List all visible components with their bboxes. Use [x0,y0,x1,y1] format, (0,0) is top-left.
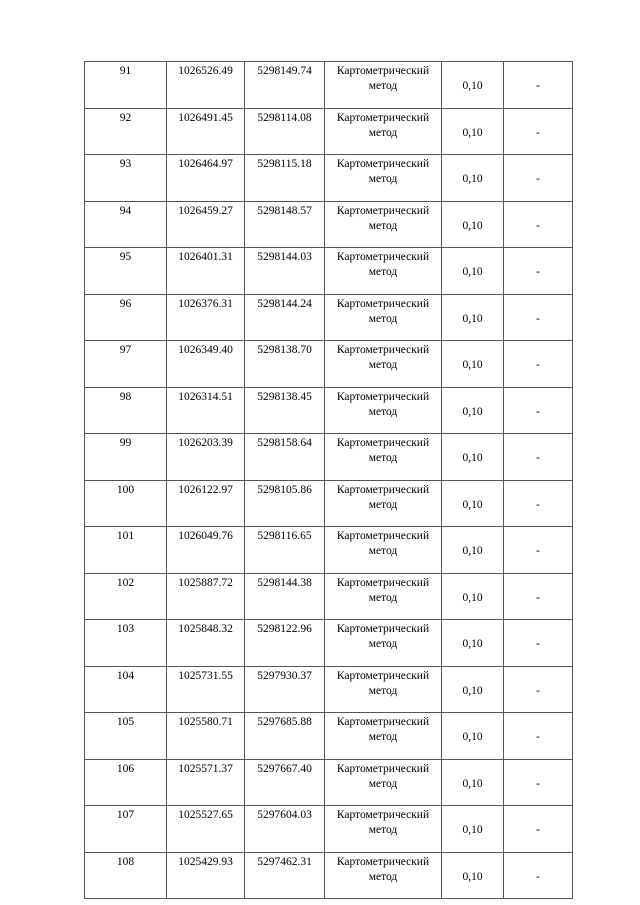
accuracy-cell: 0,10 [442,108,504,155]
y-coordinate-cell: 5298116.65 [245,527,325,574]
table-row [85,759,573,806]
method-line-2: метод [368,731,398,743]
note-cell: - [504,480,573,527]
note-cell: - [504,108,573,155]
y-coordinate-cell: 5298148.57 [245,201,325,248]
table-row [85,248,573,295]
method-line-2: метод [368,777,398,790]
point-number-cell: 95 [85,248,167,295]
y-coordinate-cell: 5298105.86 [245,480,325,527]
y-coordinate-cell: 5298122.96 [245,620,325,667]
method-line-1: Картометрический [336,158,430,170]
method-cell [325,806,442,853]
accuracy-cell: 0,10 [442,852,504,899]
method-line-1: Картометрический [336,716,430,728]
method-line-2: метод [368,545,398,557]
method-line-2: метод [368,312,398,325]
note-cell: - [504,620,573,667]
x-coordinate-cell: 1025887.72 [167,573,245,620]
method-cell [325,620,442,667]
method-line-2: метод [368,498,398,511]
x-coordinate-cell: 1025527.65 [167,806,245,853]
note-cell: - [504,62,573,109]
accuracy-cell: 0,10 [442,620,504,667]
method-cell [325,201,442,248]
table-row [85,806,573,853]
method-line-2: метод [368,80,398,92]
table-row [85,713,573,760]
y-coordinate-cell: 5298144.03 [245,248,325,295]
method-cell [325,108,442,155]
y-coordinate-cell: 5297604.03 [245,806,325,853]
note-cell: - [504,527,573,574]
accuracy-cell: 0,10 [442,806,504,853]
y-coordinate-cell: 5298144.24 [245,294,325,341]
table-row [85,201,573,248]
x-coordinate-cell: 1025571.37 [167,759,245,806]
y-coordinate-cell: 5297930.37 [245,666,325,713]
x-coordinate-cell: 1026376.31 [167,294,245,341]
y-coordinate-cell: 5298138.70 [245,341,325,388]
method-line-1: Картометрический [336,297,430,310]
accuracy-cell: 0,10 [442,527,504,574]
method-cell [325,341,442,388]
method-cell [325,62,442,109]
accuracy-cell: 0,10 [442,713,504,760]
point-number-cell: 105 [85,713,167,760]
point-number-cell: 100 [85,480,167,527]
x-coordinate-cell: 1025848.32 [167,620,245,667]
method-line-2: метод [368,591,398,604]
point-number-cell: 97 [85,341,167,388]
method-line-2: метод [368,452,398,464]
point-number-cell: 106 [85,759,167,806]
x-coordinate-cell: 1026049.76 [167,527,245,574]
method-line-1: Картометрический [336,855,430,868]
method-cell [325,666,442,713]
accuracy-cell: 0,10 [442,62,504,109]
method-cell [325,759,442,806]
x-coordinate-cell: 1026122.97 [167,480,245,527]
table-row [85,341,573,388]
point-number-cell: 103 [85,620,167,667]
method-line-1: Картометрический [336,483,430,496]
method-line-2: метод [368,824,398,836]
table-row [85,108,573,155]
note-cell: - [504,713,573,760]
method-cell [325,713,442,760]
point-number-cell: 101 [85,527,167,574]
table-row [85,666,573,713]
x-coordinate-cell: 1026459.27 [167,201,245,248]
x-coordinate-cell: 1026464.97 [167,155,245,202]
note-cell: - [504,341,573,388]
accuracy-cell: 0,10 [442,480,504,527]
x-coordinate-cell: 1026526.49 [167,62,245,109]
method-line-1: Картометрический [336,437,430,449]
method-line-2: метод [368,219,398,232]
method-cell [325,248,442,295]
method-line-1: Картометрический [336,390,430,403]
method-line-2: метод [368,638,398,650]
table-row [85,294,573,341]
method-line-1: Картометрический [336,530,430,542]
point-number-cell: 107 [85,806,167,853]
table-row [85,62,573,109]
note-cell: - [504,666,573,713]
method-line-2: метод [368,126,398,139]
point-number-cell: 93 [85,155,167,202]
note-cell: - [504,294,573,341]
point-number-cell: 102 [85,573,167,620]
table-row [85,155,573,202]
method-line-1: Картометрический [336,762,430,775]
table-row [85,573,573,620]
y-coordinate-cell: 5298158.64 [245,434,325,481]
point-number-cell: 104 [85,666,167,713]
x-coordinate-cell: 1026314.51 [167,387,245,434]
x-coordinate-cell: 1026491.45 [167,108,245,155]
point-number-cell: 94 [85,201,167,248]
accuracy-cell: 0,10 [442,248,504,295]
method-line-1: Картометрический [336,344,430,356]
method-line-2: метод [368,405,398,418]
accuracy-cell: 0,10 [442,201,504,248]
x-coordinate-cell: 1026401.31 [167,248,245,295]
table-row [85,434,573,481]
point-number-cell: 98 [85,387,167,434]
note-cell: - [504,387,573,434]
method-line-1: Картометрический [336,809,430,821]
note-cell: - [504,759,573,806]
method-cell [325,155,442,202]
accuracy-cell: 0,10 [442,294,504,341]
method-line-1: Картометрический [336,111,430,124]
point-number-cell: 108 [85,852,167,899]
accuracy-cell: 0,10 [442,387,504,434]
accuracy-cell: 0,10 [442,666,504,713]
accuracy-cell: 0,10 [442,341,504,388]
x-coordinate-cell: 1025429.93 [167,852,245,899]
table-row [85,387,573,434]
note-cell: - [504,201,573,248]
y-coordinate-cell: 5298138.45 [245,387,325,434]
point-number-cell: 99 [85,434,167,481]
accuracy-cell: 0,10 [442,434,504,481]
method-line-2: метод [368,266,398,278]
method-line-1: Картометрический [336,65,430,77]
method-cell [325,294,442,341]
table-row [85,480,573,527]
note-cell: - [504,248,573,295]
method-line-1: Картометрический [336,669,430,682]
method-cell [325,527,442,574]
method-cell [325,387,442,434]
method-cell [325,434,442,481]
method-cell [325,480,442,527]
y-coordinate-cell: 5298149.74 [245,62,325,109]
coordinates-table [84,61,573,899]
y-coordinate-cell: 5297667.40 [245,759,325,806]
table-row [85,527,573,574]
method-cell [325,573,442,620]
x-coordinate-cell: 1025731.55 [167,666,245,713]
method-line-1: Картометрический [336,204,430,217]
accuracy-cell: 0,10 [442,759,504,806]
x-coordinate-cell: 1025580.71 [167,713,245,760]
note-cell: - [504,573,573,620]
method-line-1: Картометрический [336,576,430,589]
note-cell: - [504,434,573,481]
method-line-2: метод [368,870,398,883]
y-coordinate-cell: 5297685.88 [245,713,325,760]
y-coordinate-cell: 5298144.38 [245,573,325,620]
point-number-cell: 91 [85,62,167,109]
table-body [85,62,573,899]
accuracy-cell: 0,10 [442,573,504,620]
method-line-2: метод [368,684,398,697]
note-cell: - [504,806,573,853]
x-coordinate-cell: 1026349.40 [167,341,245,388]
method-cell [325,852,442,899]
y-coordinate-cell: 5298115.18 [245,155,325,202]
table-row [85,852,573,899]
accuracy-cell: 0,10 [442,155,504,202]
y-coordinate-cell: 5298114.08 [245,108,325,155]
method-line-2: метод [368,173,398,185]
note-cell: - [504,155,573,202]
method-line-1: Картометрический [336,251,430,263]
x-coordinate-cell: 1026203.39 [167,434,245,481]
method-line-1: Картометрический [336,623,430,635]
point-number-cell: 92 [85,108,167,155]
method-line-2: метод [368,359,398,371]
point-number-cell: 96 [85,294,167,341]
note-cell: - [504,852,573,899]
y-coordinate-cell: 5297462.31 [245,852,325,899]
table-row [85,620,573,667]
